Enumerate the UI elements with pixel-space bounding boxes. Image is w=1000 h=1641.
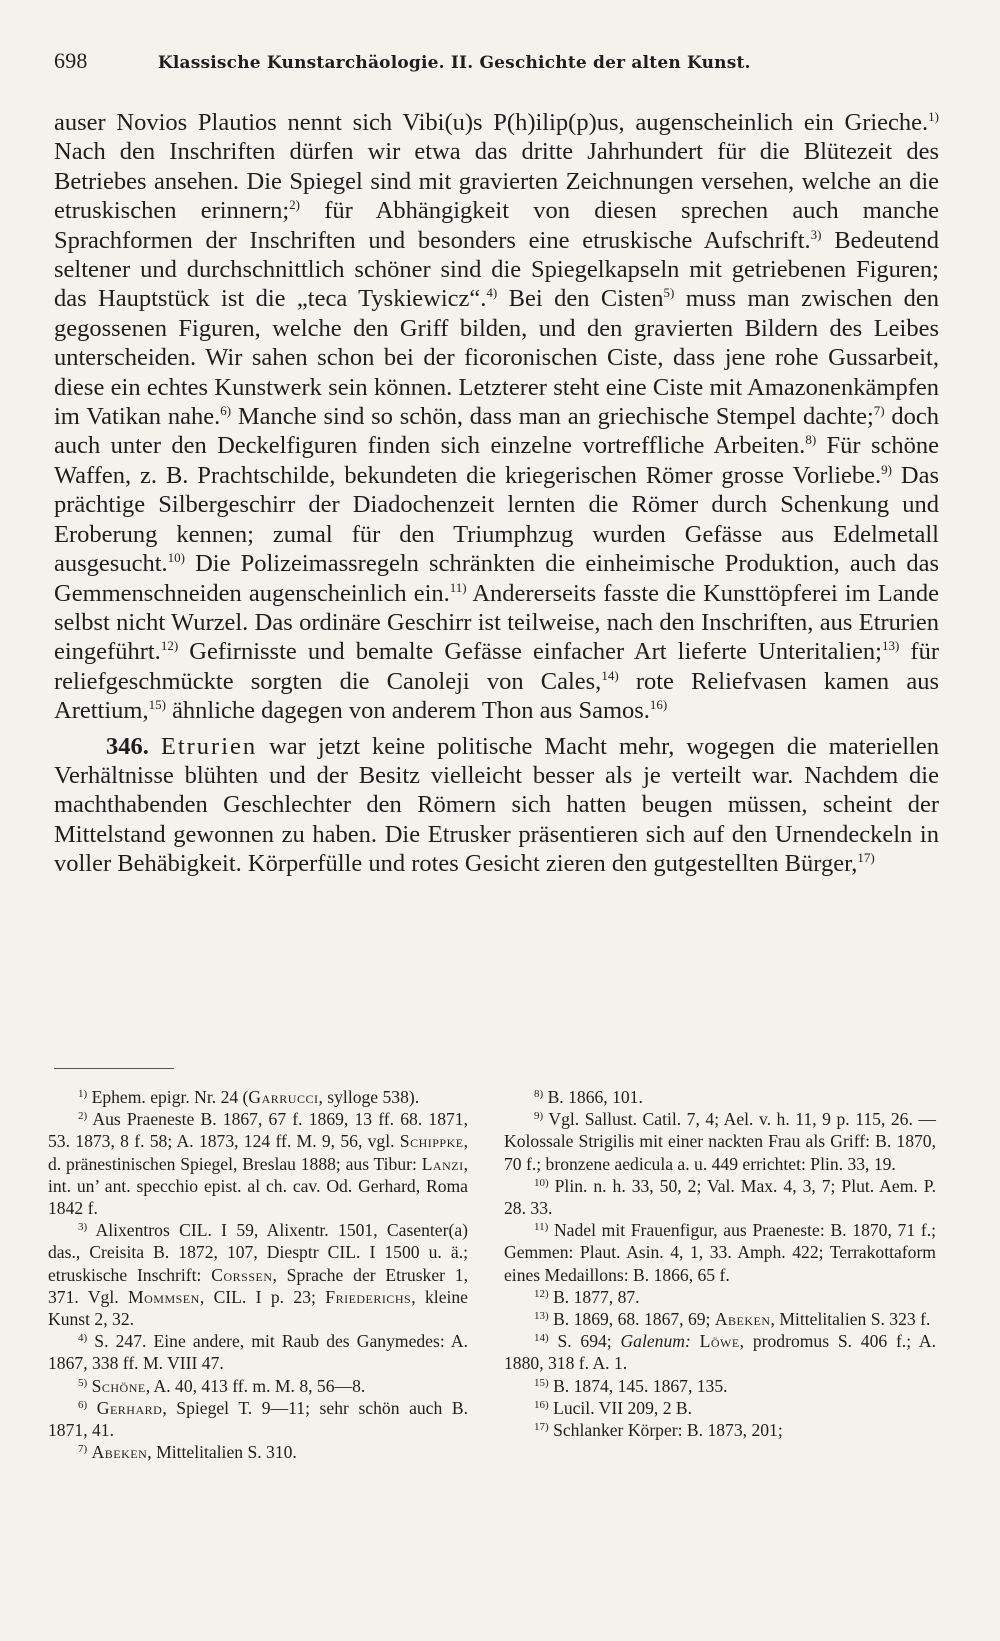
text-run: Bedeutend seltener und durchschnittlich schöner sind die Spiegelkapseln mit getriebenen Figuren; das Hauptstück ist die „teca Tyskiewicz“. [54, 226, 939, 313]
text-run: rote Reliefvasen kamen aus Arettium, [54, 667, 939, 725]
footnote-ref: 15) [534, 1376, 549, 1389]
text-run: war jetzt keine politische Macht mehr, wogegen die materiellen Verhältnisse blühten und der Besitz vielleicht besser als je verteilt war. Nachdem die machthabenden Geschlechter den Römern sich hatten beugen müssen, scheint der Mittelstand gewonnen zu haben. Die Etrusker präsentieren sich auf den Urnendeckeln in voller Behäbigkeit. Körperfülle und rotes Gesicht zieren den gutgestellten Bürger, [54, 732, 939, 878]
footnote-ref: 14) [601, 667, 619, 683]
footnote-ref: 5) [78, 1376, 88, 1389]
text-run: , Mittelitalien S. 310. [147, 1442, 297, 1463]
text-run: auser Novios Plautios nennt sich Vibi(u)s P(h)ilip(p)us, augenscheinlich ein Grieche. [54, 109, 929, 136]
body-paragraph [54, 108, 939, 726]
text-run: Vgl. Sallust. Catil. 7, 4; Ael. v. h. 11, 9 p. 115, 26. — Kolossale Strigilis mit einer nackten Frau als Griff: B. 1870, 70 f.; bronzene aedicula a. u. 449 errichtet: Plin. 33, 19. [504, 1109, 936, 1174]
main-text [54, 108, 939, 879]
footnote-rule [54, 1068, 174, 1069]
footnote-ref: 2) [78, 1110, 88, 1123]
text-run: , CIL. I p. 23; [199, 1286, 326, 1307]
text-run: Bei den Cisten [497, 285, 664, 313]
footnote-ref: 12) [160, 638, 179, 654]
author-name: Corssen [211, 1264, 273, 1285]
footnote-ref: 2) [289, 197, 300, 213]
text-run: Manche sind so schön, dass man an griechische Stempel dachte; [231, 403, 874, 431]
footnote-ref: 8) [534, 1088, 544, 1100]
footnote-ref: 15) [148, 697, 166, 713]
footnote-ref: 16) [649, 697, 668, 713]
text-run: , d. pränestinischen Spiegel, Breslau 1888; aus Tibur: [48, 1131, 468, 1174]
author-name: Mommsen [127, 1286, 200, 1307]
footnote [48, 1330, 468, 1374]
footnote-ref: 8) [805, 432, 817, 448]
author-name: Gerhard [96, 1397, 163, 1418]
author-name: Garrucci [248, 1087, 319, 1107]
footnote-ref: 12) [534, 1287, 549, 1300]
footnote [504, 1308, 936, 1330]
footnote-ref: 7) [78, 1443, 88, 1456]
text-run: , Sprache der Etrusker 1, 371. Vgl. [48, 1264, 468, 1307]
text-run [87, 1398, 97, 1418]
footnote-ref: 9) [881, 461, 892, 477]
footnote-ref: 14) [534, 1332, 549, 1345]
author-name: Abeken [91, 1442, 148, 1463]
text-run: B. 1866, 101. [543, 1087, 643, 1107]
footnotes-left-column [48, 1086, 468, 1463]
footnote [48, 1108, 468, 1219]
footnote-ref: 4) [486, 285, 498, 301]
footnote-ref: 11) [449, 579, 467, 595]
footnote-ref: 17) [857, 850, 875, 866]
footnote-ref: 13) [534, 1310, 549, 1323]
text-run: S. 694; [548, 1331, 621, 1352]
text-run: , int. un’ ant. specchio epist. al ch. cav. Od. Gerhard, Roma 1842 f. [48, 1153, 468, 1219]
text-run: , kleine Kunst 2, 32. [48, 1286, 468, 1330]
section-number: 346. [106, 732, 149, 760]
footnote [504, 1108, 936, 1175]
text-run: Lucil. VII 209, 2 B. [548, 1397, 693, 1418]
author-name: Schöne [91, 1375, 146, 1396]
text-run [691, 1331, 700, 1351]
footnote [504, 1219, 936, 1286]
footnote-ref: 1) [78, 1088, 88, 1100]
text-run: , Mittelitalien S. 323 f. [770, 1309, 931, 1330]
text-run: Plin. n. h. 33, 50, 2; Val. Max. 4, 3, 7; Plut. Aem. P. 28. 33. [504, 1175, 936, 1219]
footnote-ref: 1) [928, 109, 939, 124]
text-run: Ephem. epigr. Nr. 24 ( [87, 1087, 249, 1107]
text-run: doch auch unter den Deckelfiguren finden sich einzelne vortreffliche Arbeiten. [54, 403, 939, 460]
text-run: für Abhängigkeit von diesen sprechen auch manche Sprachformen der Inschriften und besonders eine etruskische Aufschrift. [54, 197, 939, 254]
author-name: Lanzi [421, 1153, 464, 1174]
text-run: Alixentros CIL. I 59, Alixentr. 1501, Casenter(a) das., Creisita B. 1872, 107, Diesptr CIL. I 1500 u. ä.; etruskische Inschrift: [48, 1220, 468, 1285]
footnote [48, 1219, 468, 1330]
italic-text: Galenum: [620, 1331, 691, 1352]
footnote-ref: 10) [534, 1176, 549, 1189]
footnote-ref: 7) [873, 403, 885, 419]
text-run: , prodromus S. 406 f.; A. 1880, 318 f. A. 1. [504, 1331, 936, 1374]
footnote-ref: 5) [663, 285, 675, 301]
footnote [504, 1330, 936, 1374]
author-name: Abeken [714, 1309, 771, 1330]
footnote-ref: 11) [534, 1221, 549, 1234]
footnote-ref: 9) [534, 1110, 544, 1123]
footnote [504, 1375, 936, 1397]
footnote-ref: 16) [534, 1398, 549, 1411]
footnote [504, 1086, 936, 1108]
text-run: Schlanker Körper: B. 1873, 201; [548, 1420, 783, 1441]
text-run: ähnliche dagegen von anderem Thon aus Samos. [165, 697, 650, 725]
text-run: Die Polizeimassregeln schränkten die einheimische Produktion, auch das Gemmenschneiden augenscheinlich ein. [54, 550, 939, 607]
text-run: B. 1877, 87. [548, 1286, 640, 1307]
footnote [504, 1286, 936, 1308]
footnote [504, 1175, 936, 1219]
author-name: Schippke [399, 1131, 464, 1152]
text-run: B. 1874, 145. 1867, 135. [548, 1375, 728, 1396]
text-run: S. 247. Eine andere, mit Raub des Ganymedes: A. 1867, 338 ff. M. VIII 47. [48, 1331, 468, 1374]
text-run: Aus Praeneste B. 1867, 67 f. 1869, 13 ff. 68. 1871, 53. 1873, 8 f. 58; A. 1873, 124 ff. M. 9, 56, vgl. [48, 1109, 468, 1152]
footnote [48, 1086, 468, 1108]
footnote [48, 1397, 468, 1441]
footnote [48, 1441, 468, 1463]
footnote-ref: 13) [881, 638, 900, 654]
footnote-ref: 6) [220, 403, 232, 419]
section-keyword: Etrurien [160, 732, 258, 760]
footnote-ref: 3) [810, 226, 822, 242]
footnote-ref: 3) [78, 1221, 88, 1234]
text-run: für reliefgeschmückte sorgten die Canoleji von Cales, [54, 638, 939, 695]
footnote [504, 1397, 936, 1419]
section-346-paragraph [54, 732, 939, 879]
running-title: Klassische Kunstarchäologie. II. Geschichte der alten Kunst. [157, 53, 751, 73]
text-run: Nach den Inschriften dürfen wir etwa das dritte Jahrhundert für die Blütezeit des Betriebes ansehen. Die Spiegel sind mit gravierten Zeichnungen versehen, welche an die etruskischen erinnern; [54, 138, 939, 225]
author-name: Löwe [699, 1331, 740, 1352]
page-number: 698 [54, 48, 88, 73]
footnote [504, 1419, 936, 1441]
footnote-ref: 6) [78, 1398, 88, 1411]
text-run: Nadel mit Frauenfigur, aus Praeneste: B. 1870, 71 f.; Gemmen: Plaut. Asin. 4, 1, 33. Amph. 422; Terrakottaform eines Medaillons: B. 1866, 65 f. [504, 1220, 936, 1285]
author-name: Friederichs [325, 1286, 412, 1307]
text-run: Für schöne Waffen, z. B. Prachtschilde, bekundeten die kriegerischen Römer grosse Vorliebe. [54, 432, 939, 489]
footnote-ref: 10) [167, 550, 185, 566]
text-run: muss man zwischen den gegossenen Figuren, welche den Griff bilden, und den gravierten Bildern des Leibes unterscheiden. Wir sahen schon bei der ficoronischen Ciste, dass jene rohe Gussarbeit, diese ein echtes Kunstwerk sein können. Letzterer steht eine Ciste mit Amazonenkämpfen im Vatikan nahe. [54, 285, 939, 431]
text-run: B. 1869, 68. 1867, 69; [548, 1309, 715, 1330]
text-run: , Spiegel T. 9—11; sehr schön auch B. 1871, 41. [48, 1397, 469, 1441]
text-run: Gefirnisste und bemalte Gefässe einfacher Art lieferte Unteritalien; [178, 638, 882, 666]
running-header [54, 48, 934, 74]
footnote-ref: 4) [78, 1332, 88, 1345]
text-run: Andererseits fasste die Kunsttöpferei im Lande selbst nicht Wurzel. Das ordinäre Geschirr ist teilweise, nach den Inschriften, aus Etrurien eingeführt. [54, 579, 939, 666]
text-run: , sylloge 538). [318, 1087, 420, 1107]
footnote-ref: 17) [534, 1421, 549, 1434]
text-run: , A. 40, 413 ff. m. M. 8, 56—8. [145, 1375, 366, 1396]
footnote [48, 1375, 468, 1397]
footnotes-right-column [504, 1086, 936, 1441]
text-run: Das prächtige Silbergeschirr der Diadochenzeit lernten die Römer durch Schenkung und Eroberung kennen; zumal für den Triumphzug wurden Gefässe aus Edelmetall ausgesucht. [54, 461, 939, 578]
